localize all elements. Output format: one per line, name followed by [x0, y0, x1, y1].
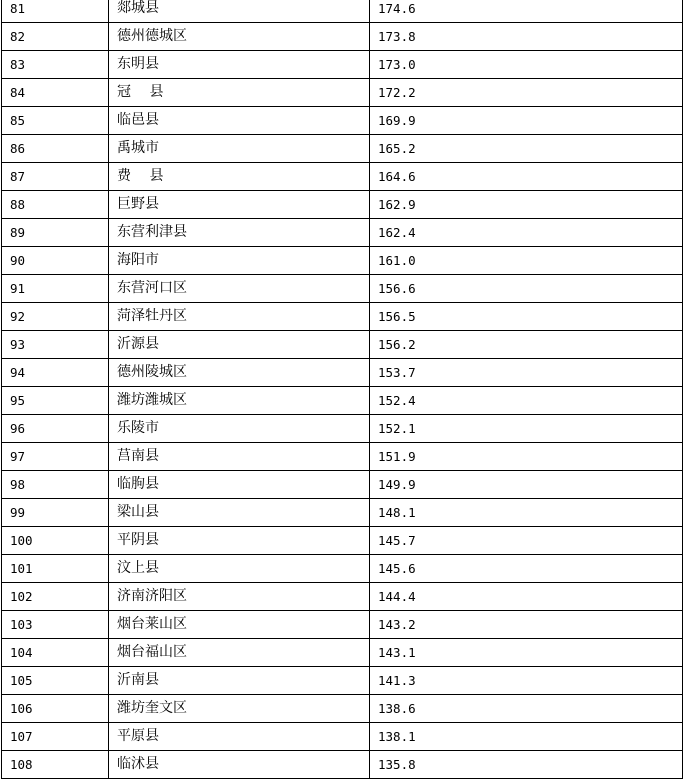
rank-cell: 82: [2, 23, 109, 51]
county-name-cell: 费 县: [109, 163, 370, 191]
rank-cell: 81: [2, 0, 109, 23]
rank-cell: 107: [2, 723, 109, 751]
value-cell: 143.2: [370, 611, 683, 639]
county-name-cell: 平原县: [109, 723, 370, 751]
value-cell: 164.6: [370, 163, 683, 191]
value-cell: 152.1: [370, 415, 683, 443]
value-cell: 174.6: [370, 0, 683, 23]
table-row: [2, 79, 683, 107]
rank-cell: 87: [2, 163, 109, 191]
table-row: [2, 163, 683, 191]
county-name-cell: 巨野县: [109, 191, 370, 219]
table-row: [2, 23, 683, 51]
rank-cell: 97: [2, 443, 109, 471]
rank-cell: 106: [2, 695, 109, 723]
table-row: [2, 359, 683, 387]
county-name-cell: 临朐县: [109, 471, 370, 499]
rank-cell: 92: [2, 303, 109, 331]
value-cell: 151.9: [370, 443, 683, 471]
value-cell: 145.7: [370, 527, 683, 555]
table-row: [2, 695, 683, 723]
county-name-cell: 郯城县: [109, 0, 370, 23]
rank-cell: 100: [2, 527, 109, 555]
value-cell: 156.2: [370, 331, 683, 359]
county-name-cell: 东明县: [109, 51, 370, 79]
value-cell: 162.9: [370, 191, 683, 219]
rank-cell: 86: [2, 135, 109, 163]
table-body: [2, 0, 683, 779]
county-name-cell: 菏泽牡丹区: [109, 303, 370, 331]
value-cell: 149.9: [370, 471, 683, 499]
county-name-cell: 平阴县: [109, 527, 370, 555]
rank-cell: 102: [2, 583, 109, 611]
value-cell: 143.1: [370, 639, 683, 667]
county-name-cell: 潍坊潍城区: [109, 387, 370, 415]
value-cell: 162.4: [370, 219, 683, 247]
rank-cell: 99: [2, 499, 109, 527]
table-row: [2, 331, 683, 359]
value-cell: 141.3: [370, 667, 683, 695]
county-name-cell: 德州德城区: [109, 23, 370, 51]
table-row: [2, 0, 683, 23]
county-name-cell: 冠 县: [109, 79, 370, 107]
table-row: [2, 107, 683, 135]
rank-cell: 98: [2, 471, 109, 499]
rank-cell: 108: [2, 751, 109, 779]
county-name-cell: 东营河口区: [109, 275, 370, 303]
table-row: [2, 527, 683, 555]
rank-cell: 89: [2, 219, 109, 247]
value-cell: 156.6: [370, 275, 683, 303]
county-name-cell: 济南济阳区: [109, 583, 370, 611]
table-row: [2, 751, 683, 779]
rank-cell: 83: [2, 51, 109, 79]
table-row: [2, 639, 683, 667]
rank-cell: 95: [2, 387, 109, 415]
county-name-cell: 沂源县: [109, 331, 370, 359]
county-name-cell: 烟台福山区: [109, 639, 370, 667]
rank-cell: 93: [2, 331, 109, 359]
county-name-cell: 莒南县: [109, 443, 370, 471]
county-name-cell: 沂南县: [109, 667, 370, 695]
table-row: [2, 387, 683, 415]
table-row: [2, 191, 683, 219]
county-name-cell: 德州陵城区: [109, 359, 370, 387]
value-cell: 173.8: [370, 23, 683, 51]
county-name-cell: 东营利津县: [109, 219, 370, 247]
value-cell: 161.0: [370, 247, 683, 275]
table-row: [2, 135, 683, 163]
value-cell: 165.2: [370, 135, 683, 163]
table-row: [2, 555, 683, 583]
value-cell: 169.9: [370, 107, 683, 135]
table-row: [2, 303, 683, 331]
rank-cell: 85: [2, 107, 109, 135]
value-cell: 156.5: [370, 303, 683, 331]
table-row: [2, 471, 683, 499]
rank-cell: 91: [2, 275, 109, 303]
county-name-cell: 汶上县: [109, 555, 370, 583]
county-name-cell: 临邑县: [109, 107, 370, 135]
rank-cell: 94: [2, 359, 109, 387]
table-row: [2, 219, 683, 247]
table-row: [2, 247, 683, 275]
county-name-cell: 潍坊奎文区: [109, 695, 370, 723]
value-cell: 145.6: [370, 555, 683, 583]
county-name-cell: 临沭县: [109, 751, 370, 779]
value-cell: 173.0: [370, 51, 683, 79]
value-cell: 172.2: [370, 79, 683, 107]
rank-cell: 84: [2, 79, 109, 107]
rank-cell: 96: [2, 415, 109, 443]
county-name-cell: 梁山县: [109, 499, 370, 527]
ranking-table: [1, 0, 683, 779]
county-name-cell: 海阳市: [109, 247, 370, 275]
county-name-cell: 烟台莱山区: [109, 611, 370, 639]
value-cell: 135.8: [370, 751, 683, 779]
table-row: [2, 723, 683, 751]
rank-cell: 103: [2, 611, 109, 639]
table-row: [2, 443, 683, 471]
value-cell: 138.1: [370, 723, 683, 751]
table-row: [2, 499, 683, 527]
rank-cell: 105: [2, 667, 109, 695]
value-cell: 138.6: [370, 695, 683, 723]
rank-cell: 104: [2, 639, 109, 667]
county-name-cell: 乐陵市: [109, 415, 370, 443]
value-cell: 144.4: [370, 583, 683, 611]
county-name-cell: 禹城市: [109, 135, 370, 163]
table-row: [2, 51, 683, 79]
rank-cell: 101: [2, 555, 109, 583]
table-row: [2, 611, 683, 639]
table-row: [2, 415, 683, 443]
value-cell: 148.1: [370, 499, 683, 527]
value-cell: 153.7: [370, 359, 683, 387]
value-cell: 152.4: [370, 387, 683, 415]
table-row: [2, 275, 683, 303]
rank-cell: 90: [2, 247, 109, 275]
table-row: [2, 667, 683, 695]
rank-cell: 88: [2, 191, 109, 219]
table-row: [2, 583, 683, 611]
